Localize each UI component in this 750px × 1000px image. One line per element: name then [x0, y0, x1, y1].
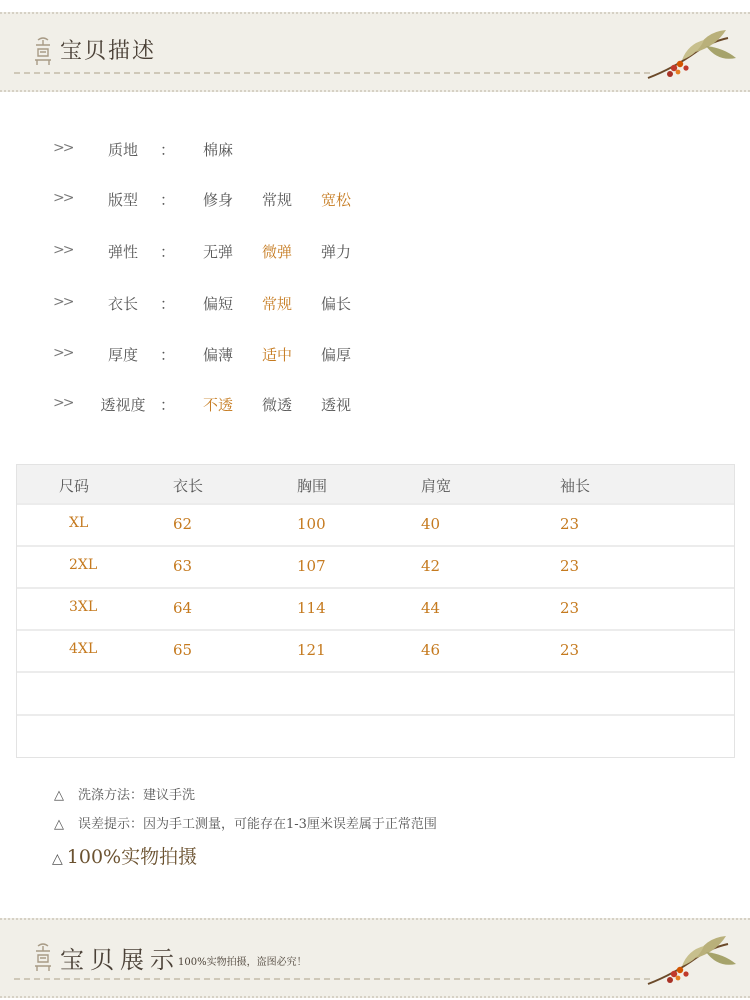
- table-cell: 64: [173, 599, 193, 617]
- double-chevron-icon: >>: [53, 294, 73, 310]
- attribute-option-selected: 宽松: [321, 191, 352, 209]
- attribute-label: 版型: [107, 191, 138, 209]
- attribute-colon: ：: [160, 295, 176, 313]
- size-table-header: [17, 465, 734, 503]
- attribute-option: 微透: [262, 396, 293, 414]
- banner-divider: [14, 978, 650, 980]
- table-cell: 3XL: [69, 599, 98, 615]
- attribute-option: 透视: [321, 396, 352, 414]
- table-cell: 23: [560, 641, 580, 659]
- table-cell: 4XL: [69, 641, 98, 657]
- attribute-row: [0, 185, 750, 215]
- display-banner: [0, 918, 750, 998]
- attribute-label: 厚度: [107, 346, 138, 364]
- berry-branch-icon: [644, 28, 740, 84]
- description-banner: [0, 12, 750, 92]
- attribute-colon: ：: [160, 141, 176, 159]
- note-washing: △ 洗涤方法：建议手洗: [54, 788, 196, 803]
- attribute-option: 弹力: [321, 243, 352, 261]
- note-error: △ 误差提示：因为手工测量，可能存在1-3厘米误差属于正常范围: [54, 817, 437, 832]
- double-chevron-icon: >>: [53, 395, 73, 411]
- table-cell: 40: [421, 515, 441, 533]
- table-cell: 121: [297, 641, 326, 659]
- table-row: [17, 545, 734, 587]
- attribute-label: 透视度: [100, 396, 146, 414]
- header-shoulder: 肩宽: [421, 477, 452, 495]
- attribute-option: 棉麻: [203, 141, 234, 159]
- table-cell: 65: [173, 641, 193, 659]
- table-cell: 46: [421, 641, 441, 659]
- header-sleeve: 袖长: [560, 477, 591, 495]
- triangle-icon: △: [52, 851, 63, 867]
- seal-logo-icon: [32, 36, 54, 66]
- table-cell: 100: [297, 515, 326, 533]
- berry-branch-icon: [644, 934, 740, 990]
- table-row: [17, 629, 734, 671]
- attribute-label: 质地: [107, 141, 138, 159]
- banner-subtitle: 100%实物拍摄，盗图必究！: [178, 957, 307, 968]
- table-cell: 23: [560, 557, 580, 575]
- attribute-option: 偏薄: [203, 346, 234, 364]
- attribute-option-selected: 常规: [262, 295, 293, 313]
- table-cell: 2XL: [69, 557, 98, 573]
- double-chevron-icon: >>: [53, 140, 73, 156]
- attribute-option: 偏厚: [321, 346, 352, 364]
- attribute-colon: ：: [160, 243, 176, 261]
- table-cell: 23: [560, 515, 580, 533]
- banner-divider: [14, 72, 650, 74]
- attribute-colon: ：: [160, 396, 176, 414]
- table-cell: 62: [173, 515, 193, 533]
- triangle-icon: △: [54, 817, 64, 832]
- attribute-option: 无弹: [203, 243, 234, 261]
- attribute-option-selected: 微弹: [262, 243, 293, 261]
- header-length: 衣长: [173, 477, 204, 495]
- attribute-row: [0, 390, 750, 420]
- table-row: [17, 503, 734, 545]
- attribute-option-selected: 不透: [203, 396, 234, 414]
- table-row: [17, 671, 734, 714]
- attribute-row: [0, 135, 750, 165]
- table-row: [17, 714, 734, 757]
- attribute-label: 弹性: [107, 243, 138, 261]
- attribute-colon: ：: [160, 191, 176, 209]
- double-chevron-icon: >>: [53, 345, 73, 361]
- attribute-option-selected: 适中: [262, 346, 293, 364]
- table-cell: 63: [173, 557, 193, 575]
- table-cell: 42: [421, 557, 441, 575]
- table-cell: 107: [297, 557, 326, 575]
- note-real-photo: △ 100%实物拍摄: [52, 846, 198, 868]
- attribute-row: [0, 340, 750, 370]
- attribute-label: 衣长: [107, 295, 138, 313]
- size-table: [16, 464, 735, 758]
- attribute-row: [0, 237, 750, 267]
- table-cell: 114: [297, 599, 326, 617]
- attribute-option: 常规: [262, 191, 293, 209]
- header-bust: 胸围: [297, 477, 328, 495]
- double-chevron-icon: >>: [53, 190, 73, 206]
- seal-logo-icon: [32, 942, 54, 972]
- attribute-option: 修身: [203, 191, 234, 209]
- attribute-option: 偏长: [321, 295, 352, 313]
- attribute-row: [0, 289, 750, 319]
- banner-title: 宝贝展示: [60, 946, 180, 974]
- table-cell: XL: [69, 515, 89, 531]
- header-size: 尺码: [59, 477, 90, 495]
- attribute-option: 偏短: [203, 295, 234, 313]
- double-chevron-icon: >>: [53, 242, 73, 258]
- banner-title: 宝贝描述: [60, 39, 157, 64]
- triangle-icon: △: [54, 788, 64, 803]
- table-row: [17, 587, 734, 629]
- table-cell: 44: [421, 599, 441, 617]
- attribute-colon: ：: [160, 346, 176, 364]
- table-cell: 23: [560, 599, 580, 617]
